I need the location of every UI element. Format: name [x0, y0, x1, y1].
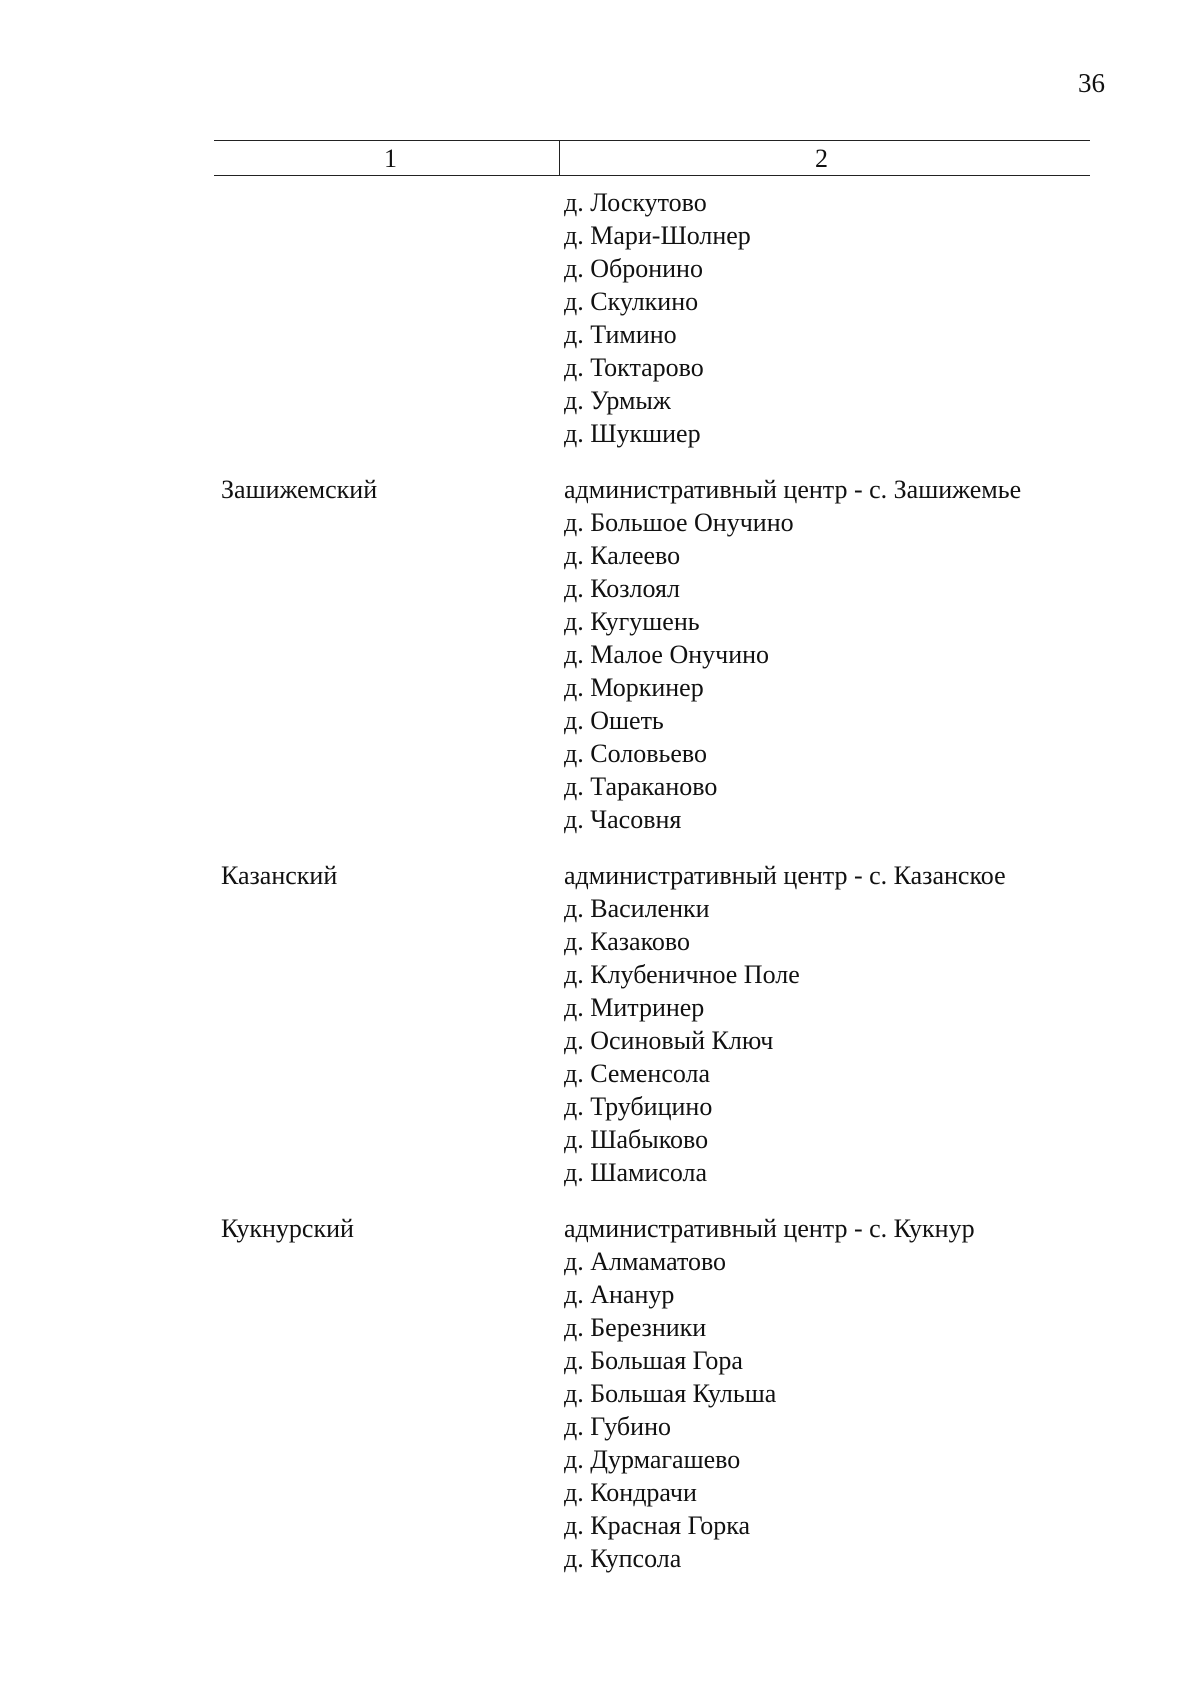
village-item: д. Шукшиер [564, 419, 701, 448]
table-header [214, 140, 1090, 176]
village-item: д. Мари-Шолнер [564, 221, 751, 250]
village-list [564, 473, 1200, 836]
village-item: д. Алмаматово [564, 1247, 727, 1276]
village-item: д. Калеево [564, 541, 681, 570]
village-item: д. Моркинер [564, 673, 704, 702]
village-item: д. Губино [564, 1412, 671, 1441]
village-item: д. Скулкино [564, 287, 699, 316]
village-item: д. Березники [564, 1313, 707, 1342]
village-item: д. Соловьево [564, 739, 707, 768]
village-item: д. Ошеть [564, 706, 664, 735]
village-item: д. Тараканово [564, 772, 718, 801]
administrative-center: административный центр - с. Кукнур [564, 1214, 975, 1243]
village-item: д. Малое Онучино [564, 640, 770, 669]
village-item: д. Казаково [564, 927, 690, 956]
village-item: д. Кугушень [564, 607, 700, 636]
village-item: д. Лоскутово [564, 188, 707, 217]
settlement-group [0, 473, 1200, 836]
settlement-group [0, 859, 1200, 1189]
village-item: д. Большое Онучино [564, 508, 794, 537]
column-header-1: 1 [384, 144, 397, 173]
village-item: д. Семенсола [564, 1059, 711, 1088]
village-item: д. Ананур [564, 1280, 675, 1309]
village-item: д. Василенки [564, 894, 710, 923]
village-item: д. Осиновый Ключ [564, 1026, 774, 1055]
settlement-group [0, 1212, 1200, 1575]
village-item: д. Большая Гора [564, 1346, 743, 1375]
village-item: д. Кондрачи [564, 1478, 697, 1507]
village-item: д. Козлоял [564, 574, 680, 603]
village-list [564, 186, 1200, 450]
village-item: д. Токтарово [564, 353, 704, 382]
administrative-center: административный центр - с. Казанское [564, 861, 1006, 890]
settlement-name: Казанский [221, 861, 338, 890]
village-item: д. Шамисола [564, 1158, 708, 1187]
village-item: д. Красная Горка [564, 1511, 751, 1540]
village-item: д. Дурмагашево [564, 1445, 741, 1474]
village-item: д. Урмыж [564, 386, 671, 415]
village-item: д. Часовня [564, 805, 682, 834]
village-item: д. Большая Кульша [564, 1379, 777, 1408]
village-item: д. Трубицино [564, 1092, 713, 1121]
village-item: д. Митринер [564, 993, 705, 1022]
village-item: д. Купсола [564, 1544, 682, 1573]
village-item: д. Тимино [564, 320, 677, 349]
village-item: д. Клубеничное Поле [564, 960, 800, 989]
settlement-name: Кукнурский [221, 1214, 354, 1243]
page-number: 36 [1078, 68, 1105, 98]
column-header-2: 2 [815, 144, 828, 173]
village-item: д. Шабыково [564, 1125, 709, 1154]
column-divider [559, 141, 560, 175]
table-body [0, 186, 1200, 1598]
village-item: д. Обронино [564, 254, 703, 283]
settlement-group [0, 186, 1200, 450]
village-list [564, 1212, 1200, 1575]
administrative-center: административный центр - с. Зашижемье [564, 475, 1022, 504]
village-list [564, 859, 1200, 1189]
settlement-name: Зашижемский [221, 475, 378, 504]
